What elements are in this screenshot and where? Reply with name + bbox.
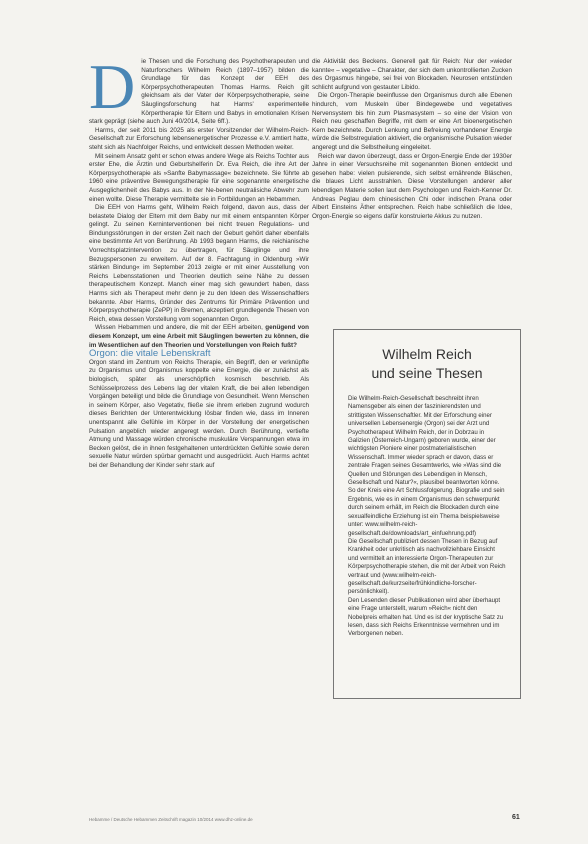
- article-paragraph: die Aktivität des Beckens. Generell galt für Reich: Nur der »wieder kannte« – vegetative – Charakter, der sich dem unkontrollierten Zucken des Orgasmus hingebe, sei frei von Blockaden. Neurosen entstünden schlicht aufgrund von gestauter Libido.: [312, 58, 512, 91]
- dropcap: D: [89, 51, 136, 122]
- article-paragraph: Die Orgon-Therapie beeinflusse den Organismus durch alle Ebenen hindurch, vom Muskeln über Bindegewebe und vegetatives Nervensystem bis hin zum Plasmasystem – so eine der Vision von Reich neu geschaffen Begriffe, mit dem er eine Art bioenergetischen Kern bezeichnete. Durch Lenkung und Befreiung vorhandener Energie würde die Selbstregulation aktiviert, die organismische Pulsation wieder angeregt und die Selbstheilung eingeleitet.: [312, 92, 512, 151]
- sidebar-body: [334, 395, 520, 639]
- sidebar-box: [333, 329, 521, 699]
- sidebar-paragraph: Die Wilhelm-Reich-Gesellschaft beschreibt ihren Namensgeber als einen der faszinierendsten und strittigsten Wissenschaftler. Mit der Erforschung einer universellen Lebensenergie (Orgon) sei der Arzt und Psychotherapeut Wilhelm Reich, der in Dobrzau in Galizien (Österreich-Ungarn) geboren wurde, einer der wichtigsten Pioniere einer postmaterialistischen Wissenschaft. Immer wieder sprach er davon, dass er zentrale Fragen seines Gesamtwerks, wie »Was sind die Quellen und Störungen des Lebendigen in Mensch, Gesellschaft und Natur?«, plausibel beantworten könne. So der Kreis eine Art Schlussfolgerung. Biografie und sein Ergebnis, wie es in einem Organismus den schwerpunkt durch seinem erhält, im Reich die Blockaden durch eine sexualfeindliche Erziehung ist ein Thema beispielsweise unter: www.wilhelm-reich-gesellschaft.de/downloads/art_einfuehrung.pdf): [348, 395, 505, 537]
- article-paragraph: Mit seinem Ansatz geht er schon etwas andere Wege als Reichs Tochter aus erster Ehe, die Ärztin und Geburtshelferin Dr. Eva Reich, die ihre Art der Körperpsychotherapie als »Sanfte Babymassage« bezeichnete. Sie führte ab 1960 eine präventive Bewegungstherapie für eine sogenannte energetische Ausgeglichenheit des Babys aus. In der Ne-benen neutralisiche Abwehr zum einen wollte. Diese Therapie vermittelte sie in Fortbildungen an Hebammen.: [89, 152, 309, 203]
- article-right-column: [312, 58, 512, 221]
- article-paragraph: Reich war davon überzeugt, dass er Orgon-Energie Ende der 1930er Jahre in einer Versuchsreihe mit sogenannten Bionen entdeckt und gesehen habe: vielen pulsierende, sich selbst ernährende Bläschen, die blaues Licht ausstrahlen. Diese Vorstellungen anderer aller lebendigen Materie sollen laut dem Psychologen und Reich-Kenner Dr. Andreas Peglau dem chinesischen Chi oder indischen Prana oder Albert Einsteins Äther entsprechen. Reich habe schließlich die Idee, Orgon-Energie so eigens dafür konstruierte Akkus zu nutzen.: [312, 152, 512, 220]
- article-paragraph: Orgon stand im Zentrum von Reichs Therapie, ein Begriff, den er verknüpfte zu Organismus und Organismus koppelte eine Energie, die er zunächst als biologisch, später als unerschöpflich kosmisch beschrieb. Als Schlüsselprozess des Lebens lag der vitalen Kraft, die bei allen lebendigen Vorgängen beteiligt und bilde die Grundlage von Gesundheit. Wenn Menschen in seinem Körper, also Vegetativ, fließe sie ihrem erleben zugrund wodurch dieses Berichten der Unterentwicklung lösbar finden wie, dass im Inneren unentspannt alle Gefühle im Körper in der Vorstellung der energetischen Pulsation angeblich wieder angeregt werden. Durch Berührung, vertiefte Atmung und Massage würden chronische muskuläre Verspannungen etwa im Becken gelöst, die in ihnen festgehaltenen unterdrückten Gefühle sowie deren sexuelle Natur würden spürbar gemacht und ausgedrückt. Auch Harms achtet bei der Behandlung der Kinder sehr stark auf: [89, 358, 309, 469]
- sidebar-paragraph: Den Lesenden dieser Publikationen wird aber überhaupt eine Frage unterstellt, warum »Reich« nicht den Nobelpreis erhalten hat. Und es ist der kryptische Satz zu lesen, dass sich Reichs Erkenntnisse vermehren und im Verborgenen neben.: [348, 596, 504, 638]
- article-lead: ie Thesen und die Forschung des Psychotherapeuten und Naturforschers Wilhelm Reich (1897–1957) bilden die Grundlage für das Konzept der EEH des Körperpsychotherapeuten Thomas Harms. Reich gilt gleichsam als der Vater der Körperpsychotherapie, seine Säuglingsforschung hat Harms' experimentelle Körpertherapie für Eltern und Babys in emotionalen Krisen stark geprägt (siehe auch Juni 40/2014, Seite 6ff.).: [89, 58, 309, 126]
- sidebar-title-line: und seine Thesen: [371, 365, 483, 381]
- sidebar-title: [334, 345, 520, 383]
- article-left-column: [89, 51, 309, 471]
- article-paragraph: Die EEH von Harms geht, Wilhelm Reich folgend, davon aus, dass der belastete Dialog der Eltern mit dem Baby nur mit einem entspannten Körper gelingt. Zu seinen Kerninterventionen bei nicht treuen Regulations- und Bindungsstörungen in der ersten Zeit nach der Geburt gehört daher ebenfalls eine bestimmte Art von Berührung. Ab 1993 begann Harms, die reichianische Vorrechtsplatzintervention zu übertragen, für Säuglinge und ihre Bezugspersonen zu erweitern. Auf der 8. Fachtagung in Oldenburg »Wir stärken Bindung« im September 2013 zeigte er mit einer Ausstellung von Reichs Lebensstationen und Theorien deutlich seine Nähe zu dessen therapeutischem Konzept. Manch einer mag sich gewundert haben, dass Harms sich als Therapeut mehr denn je zu den Ideen des Wissenschaftlers bekannte. Aber Harms, Gründer des Zentrums für Primäre Prävention und Körperpsychotherapie (ZePP) in Bremen, akzeptiert grundlegende Thesen von Reich, etwa dessen Vorstellung vom sogenannten Orgon.: [89, 204, 309, 323]
- question-bold: genügend von diesem Konzept, um eine Arbeit mit Säuglingen bewerten zu können, die im Wesentlichen auf den Theorien und Vorstellungen von Reich fußt?: [89, 324, 309, 349]
- sidebar-title-line: Wilhelm Reich: [382, 346, 472, 362]
- article-paragraph-question: [89, 324, 309, 350]
- page-number: 61: [512, 814, 520, 821]
- page-footer: Hebamme / Deutsche Hebammen Zeitschrift magazin 10/2014 www.dhz-online.de: [89, 817, 253, 822]
- sidebar-paragraph: Die Gesellschaft publiziert dessen Thesen in Bezug auf Krankheit oder unkritisch als nachvollziehbare Einsicht und vermittelt an interessierte Orgon-Therapeuten zur Körperpsychotherapie stehen, die mit der Arbeit von Reich vertraut und (www.wilhelm-reich-gesellschaft.de/kurzseite/frühkindliche-forscher-persönlichkeit).: [348, 537, 506, 596]
- article-paragraph: Harms, der seit 2011 bis 2025 als erster Vorsitzender der Wilhelm-Reich-Gesellschaft zur Erforschung lebensenergetischer Prozesse e.V. amtiert hatte, steht sich als Nachfolger Reichs, und entwickelt dessen Methoden weiter.: [89, 126, 309, 151]
- question-intro: Wissen Hebammen und andere, die mit der EEH arbeiten,: [95, 324, 266, 332]
- section-subhead: Orgon: die vitale Lebenskraft: [89, 348, 211, 360]
